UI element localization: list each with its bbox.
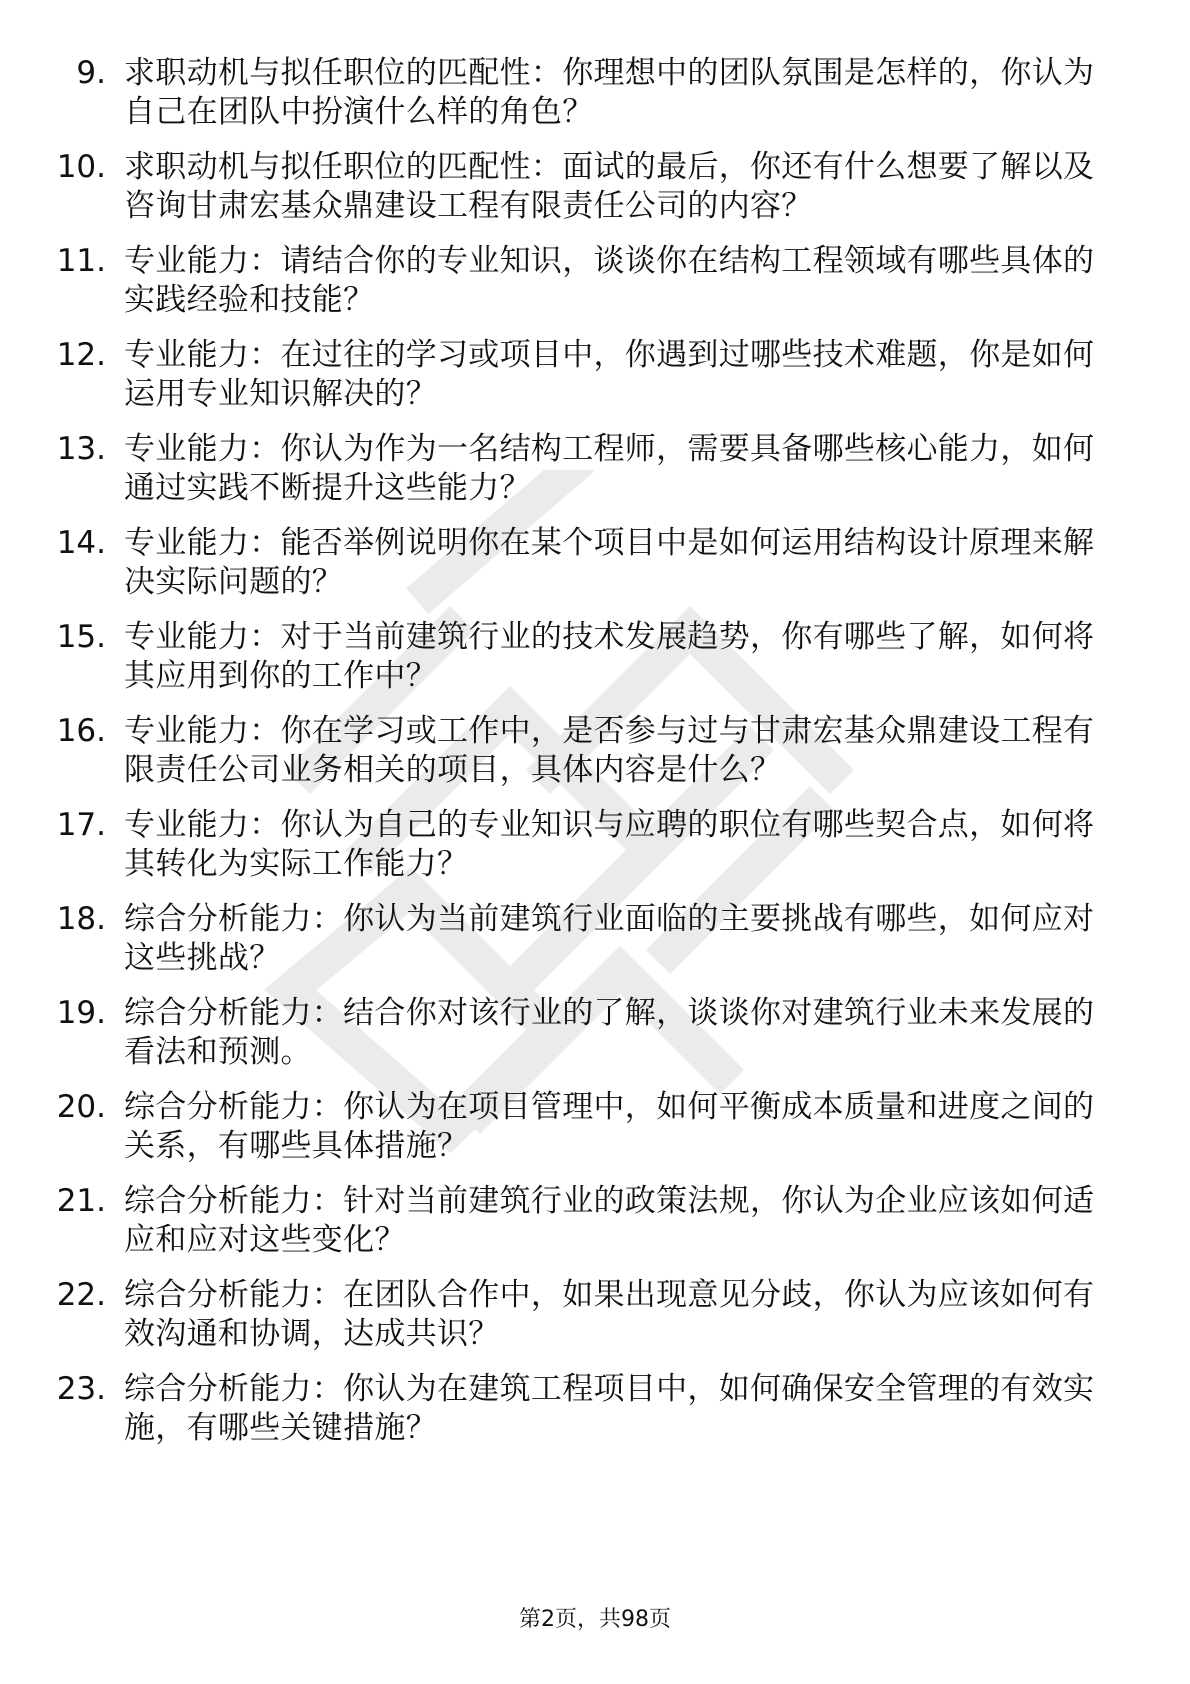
question-item xyxy=(0,430,1190,524)
question-item xyxy=(0,336,1190,430)
question-item xyxy=(0,1088,1190,1182)
question-item xyxy=(0,712,1190,806)
question-number: 17. xyxy=(56,807,106,843)
question-item xyxy=(0,148,1190,242)
question-number: 23. xyxy=(56,1371,106,1407)
question-text: 综合分析能力：你认为在项目管理中，如何平衡成本质量和进度之间的关系，有哪些具体措施？ xyxy=(124,1089,1095,1164)
question-item xyxy=(0,242,1190,336)
question-number: 13. xyxy=(56,431,106,467)
question-item xyxy=(0,54,1190,148)
page-footer: 第2页，共98页 xyxy=(519,1607,671,1632)
question-text: 专业能力：你认为作为一名结构工程师，需要具备哪些核心能力，如何通过实践不断提升这些能力？ xyxy=(124,431,1095,506)
question-text: 综合分析能力：结合你对该行业的了解，谈谈你对建筑行业未来发展的看法和预测。 xyxy=(124,995,1095,1070)
question-item xyxy=(0,1276,1190,1370)
question-number: 11. xyxy=(56,243,106,279)
question-item xyxy=(0,994,1190,1088)
question-text: 专业能力：你在学习或工作中，是否参与过与甘肃宏基众鼎建设工程有限责任公司业务相关的项目，具体内容是什么？ xyxy=(124,713,1095,788)
question-number: 20. xyxy=(56,1089,106,1125)
question-text: 求职动机与拟任职位的匹配性：面试的最后，你还有什么想要了解以及咨询甘肃宏基众鼎建设工程有限责任公司的内容？ xyxy=(124,149,1095,224)
question-text: 求职动机与拟任职位的匹配性：你理想中的团队氛围是怎样的，你认为自己在团队中扮演什么样的角色？ xyxy=(124,55,1095,130)
question-number: 21. xyxy=(56,1183,106,1219)
question-item xyxy=(0,618,1190,712)
question-text: 专业能力：你认为自己的专业知识与应聘的职位有哪些契合点，如何将其转化为实际工作能力？ xyxy=(124,807,1095,882)
question-item xyxy=(0,1182,1190,1276)
question-number: 14. xyxy=(56,525,106,561)
question-number: 22. xyxy=(56,1277,106,1313)
question-item xyxy=(0,1370,1190,1464)
question-text: 专业能力：能否举例说明你在某个项目中是如何运用结构设计原理来解决实际问题的？ xyxy=(124,525,1095,600)
question-number: 18. xyxy=(56,901,106,937)
question-text: 专业能力：在过往的学习或项目中，你遇到过哪些技术难题，你是如何运用专业知识解决的？ xyxy=(124,337,1095,412)
question-list xyxy=(0,54,1190,1464)
question-text: 专业能力：请结合你的专业知识，谈谈你在结构工程领域有哪些具体的实践经验和技能？ xyxy=(124,243,1095,318)
question-text: 综合分析能力：针对当前建筑行业的政策法规，你认为企业应该如何适应和应对这些变化？ xyxy=(124,1183,1095,1258)
question-number: 19. xyxy=(56,995,106,1031)
question-number: 16. xyxy=(56,713,106,749)
question-text: 综合分析能力：你认为在建筑工程项目中，如何确保安全管理的有效实施，有哪些关键措施？ xyxy=(124,1371,1095,1446)
question-number: 9. xyxy=(76,55,106,91)
question-text: 综合分析能力：在团队合作中，如果出现意见分歧，你认为应该如何有效沟通和协调，达成共识？ xyxy=(124,1277,1095,1352)
question-item xyxy=(0,524,1190,618)
question-number: 10. xyxy=(56,149,106,185)
question-number: 12. xyxy=(56,337,106,373)
question-item xyxy=(0,806,1190,900)
question-number: 15. xyxy=(56,619,106,655)
question-item xyxy=(0,900,1190,994)
question-text: 综合分析能力：你认为当前建筑行业面临的主要挑战有哪些，如何应对这些挑战？ xyxy=(124,901,1095,976)
question-text: 专业能力：对于当前建筑行业的技术发展趋势，你有哪些了解，如何将其应用到你的工作中？ xyxy=(124,619,1095,694)
